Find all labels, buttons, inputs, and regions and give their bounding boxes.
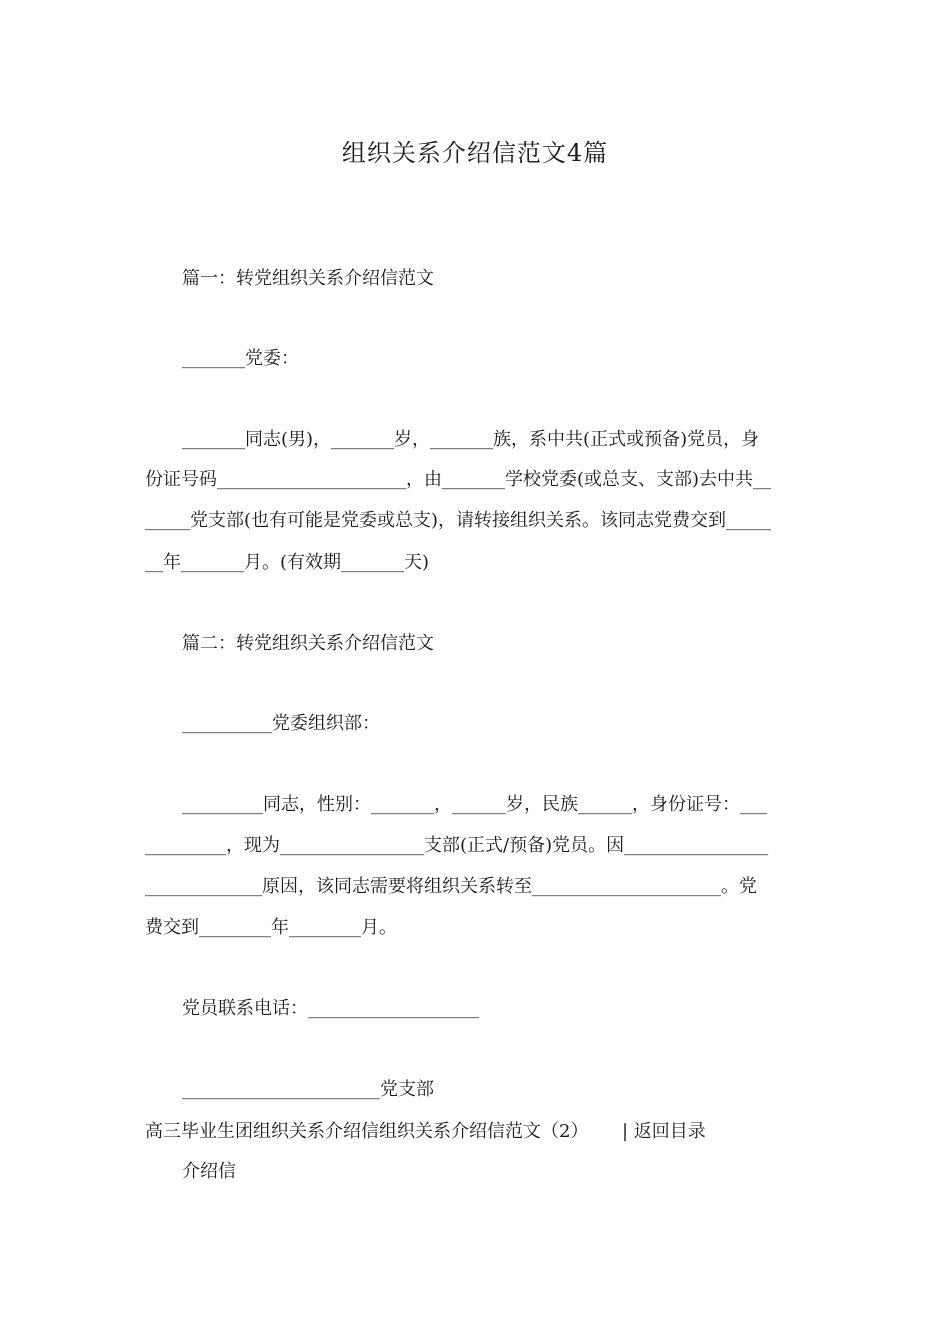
body-line: 费交到________年________月。	[145, 917, 397, 938]
body-line: 份证号码_____________________，由_______学校党委(或总支、支部)去中共__	[145, 469, 772, 490]
letter-heading: 介绍信	[182, 1161, 236, 1182]
body-line: _______同志(男)，_______岁，_______族，系中共(正式或预备)党员，身	[182, 429, 760, 450]
body-line: _________，现为________________支部(正式/预备)党员。因________________	[145, 835, 769, 856]
section-heading-2: 篇二：转党组织关系介绍信范文	[182, 633, 434, 654]
body-line: _________同志，性别：_______，______岁，民族______，身份证号：___	[182, 794, 767, 815]
back-to-contents-link[interactable]: | 返回目录	[622, 1121, 706, 1142]
salutation-2: __________党委组织部：	[182, 713, 380, 734]
signature-branch-line: ______________________党支部	[182, 1079, 434, 1100]
related-article-title: 高三毕业生团组织关系介绍信组织关系介绍信范文（2）	[145, 1121, 589, 1142]
document-title: 组织关系介绍信范文4篇	[341, 139, 609, 167]
body-line: _____党支部(也有可能是党委或总支)，请转接组织关系。该同志党费交到_____	[145, 510, 772, 531]
body-line: __年_______月。(有效期_______天)	[145, 552, 430, 573]
salutation-1: _______党委：	[182, 348, 299, 369]
section-heading-1: 篇一：转党组织关系介绍信范文	[182, 268, 434, 289]
contact-phone-line: 党员联系电话：___________________	[182, 998, 479, 1019]
body-line: _____________原因，该同志需要将组织关系转至_____________________。党	[145, 876, 757, 897]
